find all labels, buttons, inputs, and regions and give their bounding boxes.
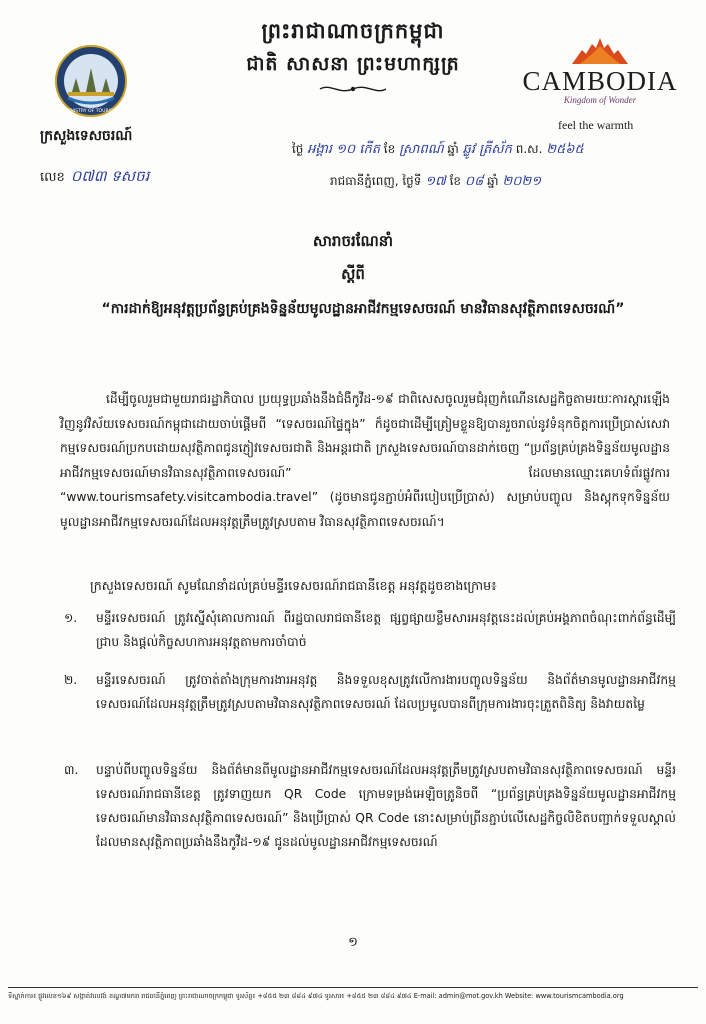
day-value: ១៧ — [425, 174, 446, 189]
reference-number — [40, 167, 149, 189]
month-label: ខែ — [449, 174, 462, 188]
list-item — [64, 758, 676, 854]
lunar-day-label: ថ្ងៃ — [292, 142, 304, 156]
document-title: សារាចរណែនាំ — [312, 232, 394, 250]
reference-label: លេខ — [40, 170, 65, 185]
lunar-month-label: ខែ — [383, 142, 396, 156]
year-value: ២០២១ — [502, 174, 542, 189]
document-headline: “ការដាក់ឱ្យអនុវត្តប្រព័ន្ធគ្រប់គ្រងទិន្នន័យមូលដ្ឋានអាជីវកម្មទេសចរណ៍ មានវិធានសុវត្ថិភាពទេសចរណ៍” — [101, 301, 625, 317]
brand-subline: Kingdom of Wonder — [563, 95, 637, 105]
kingdom-heading: ព្រះរាជាណាចក្រកម្ពុជា — [261, 18, 445, 43]
subject-label: ស្តីពី — [341, 265, 365, 283]
page-number: ១ — [348, 935, 358, 950]
intro-paragraph: ដើម្បីចូលរួមជាមួយរាជរដ្ឋាភិបាល ប្រយុទ្ធប្រឆាំងនឹងជំងឺកូវីដ-១៩ ជាពិសេសចូលរួមជំរុញកំណើនសេដ្ឋកិច្ចតាមរយៈការស្តារឡើងវិញនូវវិស័យទេសចរណ៍កម្ពុជាដោយចាប់ផ្តើមពី “ទេសចរណ៍ផ្ទៃក្នុង” ក៏ដូចជាដើម្បីត្រៀមខ្លួនឱ្យបានរួចរាល់នូវទំនុកចិត្តការប្រើប្រាស់សេវាកម្មទេសចរណ៍ប្រកបដោយសុវត្ថិភាពជូនភ្ញៀវទេសចរជាតិ និងអន្តរជាតិ ក្រសួងទេសចរណ៍បានដាក់ចេញ “ប្រព័ន្ធគ្រប់គ្រងទិន្នន័យមូលដ្ឋានអាជីវកម្មទេសចរណ៍មានវិធានសុវត្ថិភាពទេសចរណ៍” ដែលមានឈ្មោះគេហទំព័រផ្លូវការ “www.tourismsafety.visitcambodia.travel” (ដូចមានជូនភ្ជាប់អំពីរបៀបប្រើប្រាស់) សម្រាប់បញ្ចូល និងស្តុកទុកទិន្នន័យមូលដ្ឋានអាជីវកម្មទេសចរណ៍ដែលអនុវត្តត្រឹមត្រូវស្របតាម វិធានសុវត្ថិភាពទេសចរណ៍។ — [60, 392, 670, 529]
brand-wordmark: CAMBODIA — [522, 66, 678, 96]
list-item — [64, 668, 676, 716]
city-day-label: រាជធានីភ្នំពេញ, ថ្ងៃទី — [330, 174, 422, 188]
lunar-year-label: ឆ្នាំ — [447, 142, 459, 156]
list-item-text: មន្ទីរទេសចរណ៍ ត្រូវចាត់តាំងក្រុមការងារអនុវត្ត និងទទួលខុសត្រូវលើការងារបញ្ចូលទិន្នន័យ និងព័ត៌មានមូលដ្ឋានអាជីវកម្មទេសចរណ៍ដែលអនុវត្តត្រឹមត្រូវស្របតាមវិធានសុវត្ថិភាពទេសចរណ៍ ដែលប្រមូលបានពីក្រុមការងារចុះត្រួតពិនិត្យ និងវាយតម្លៃ — [96, 673, 676, 711]
lunar-month-value: ស្រាពណ៍ — [399, 142, 444, 157]
footer-divider — [8, 987, 698, 988]
footer-contact: ទីស្នាក់ការ៖ ផ្លូវលេខ១៦៩ សង្កាត់វាលវង់ ខណ្ឌ៧មករា រាជធានីភ្នំពេញ ព្រះរាជាណាចក្រកម្ពុជា ទូរស័ព្ទ៖ +៨៥៥ ២៣ ៨៨៤ ៩៧៤ ទូរសារ៖ +៨៥៥ ២៣ ៨៨៤ ៩៧៤ E-mail: admin@mot.gov.kh Website: www.tourismcambodia.org — [8, 992, 624, 1000]
angkor-temple-icon — [568, 36, 632, 66]
buddhist-era-value: ២៥៦៥ — [546, 142, 584, 157]
month-value: ០៨ — [464, 174, 484, 189]
cambodia-brand-logo — [520, 36, 680, 105]
brand-tagline: feel the warmth — [558, 118, 634, 132]
lunar-date — [292, 141, 584, 160]
national-motto: ជាតិ សាសនា ព្រះមហាក្សត្រ — [246, 53, 460, 75]
ministry-seal-icon — [54, 44, 128, 118]
list-item-text: បន្ទាប់ពីបញ្ចូលទិន្នន័យ និងព័ត៌មានពីមូលដ្ឋានអាជីវកម្មទេសចរណ៍ដែលអនុវត្តត្រឹមត្រូវស្របតាមវិធានសុវត្ថិភាពទេសចរណ៍ មន្ទីរទេសចរណ៍រាជធានីខេត្ត ត្រូវទាញយក QR Code ក្រោមទម្រង់អេឡិចត្រូនិចពី “ប្រព័ន្ធគ្រប់គ្រងទិន្នន័យមូលដ្ឋានអាជីវកម្មទេសចរណ៍មានវិធានសុវត្ថិភាពទេសចរណ៍” និងប្រើប្រាស់ QR Code នោះសម្រាប់ព្រីនភ្ជាប់លើសេដ្ឋកិច្ចលិខិតបញ្ជាក់ទទួលស្គាល់ដែលមានសុវត្ថិភាពប្រឆាំងនឹងកូវីដ-១៩ ជូនដល់មូលដ្ឋានអាជីវកម្មទេសចរណ៍ — [96, 763, 676, 849]
list-item — [64, 606, 676, 654]
buddhist-era-label: ព.ស. — [515, 142, 543, 156]
lunar-day-value: អង្គារ ១០ កើត — [307, 142, 380, 157]
year-label: ឆ្នាំ — [487, 174, 499, 188]
list-item-number: ២. — [64, 673, 78, 687]
instruction-intro: ក្រសួងទេសចរណ៍ សូមណែនាំដល់គ្រប់មន្ទីរទេសចរណ៍រាជធានីខេត្ត អនុវត្តដូចខាងក្រោម៖ — [90, 578, 497, 593]
ministry-name: ក្រសួងទេសចរណ៍ — [40, 128, 133, 144]
ornament-divider-icon — [318, 82, 388, 96]
list-item-text: មន្ទីរទេសចរណ៍ ត្រូវស្នើសុំគោលការណ៍ ពីរដ្ឋបាលរាជធានីខេត្ត ផ្សព្វផ្សាយខ្លឹមសារអនុវត្តនេះដល់គ្រប់អង្គភាពចំណុះពាក់ព័ន្ធដើម្បីជ្រាប និងផ្តល់កិច្ចសហការអនុវត្តតាមការចាំបាច់ — [96, 611, 676, 649]
svg-text:MINISTRY OF TOURISM: MINISTRY OF TOURISM — [65, 109, 117, 114]
reference-value: ០៧៣ ទសចរ — [70, 167, 150, 185]
solar-date — [330, 173, 541, 192]
list-item-number: ៣. — [64, 763, 79, 777]
list-item-number: ១. — [64, 611, 78, 625]
lunar-year-value: ឆ្លូវ ត្រីស័ក — [462, 142, 512, 157]
